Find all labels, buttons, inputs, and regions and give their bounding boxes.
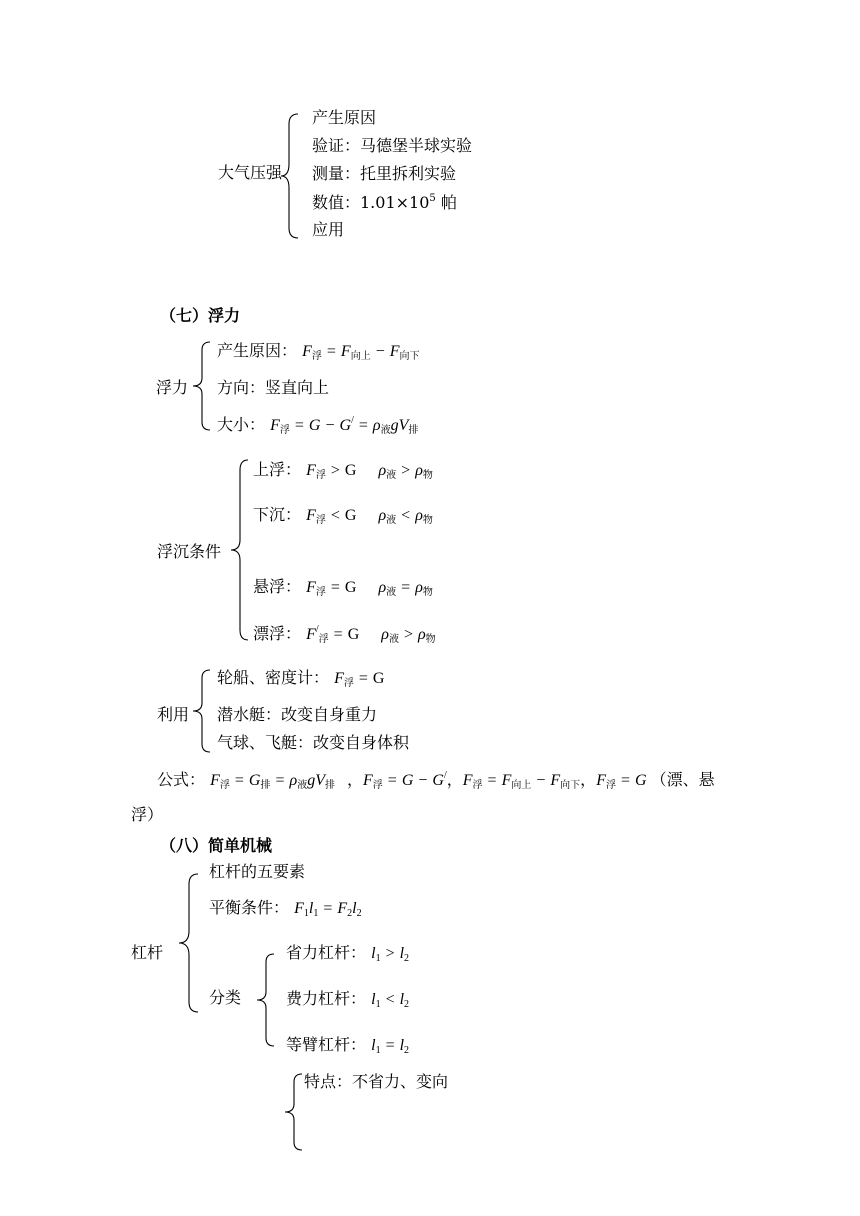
buoyancy-size: 大小： F浮 = G − G/ = ρ液gV排 [217, 415, 419, 436]
brace-lever [178, 872, 200, 1014]
lever-cost-force: 费力杠杆： l1 < l2 [286, 989, 410, 1010]
buoyancy-direction: 方向：竖直向上 [217, 378, 330, 397]
atmosphere-item-verify: 验证：马德堡半球实验 [312, 136, 473, 155]
lever-equal-arm: 等臂杠杆： l1 = l2 [286, 1035, 410, 1056]
formula-line: 公式： F浮 = G排 = ρ液gV排 ，F浮 = G − G/，F浮 = F向上 − F向下，F浮 = G （漂、悬 [157, 770, 715, 791]
pulley-feature: 特点：不省力、变向 [304, 1072, 449, 1091]
float-sink-sink: 下沉： F浮 < G ρ液 < ρ物 [253, 505, 433, 526]
lever-title: 杠杆 [131, 943, 164, 962]
lever-five-elements: 杠杆的五要素 [209, 862, 306, 881]
section-heading-machines: （八）简单机械 [160, 836, 273, 855]
lever-classify: 分类 [209, 988, 242, 1007]
float-sink-title: 浮沉条件 [157, 542, 222, 561]
brace-buoyancy [192, 340, 212, 432]
float-sink-suspend: 悬浮： F浮 = G ρ液 = ρ物 [253, 577, 433, 598]
atmosphere-item-value: 数值：$1.01\times 10^5$ 帕 [312, 193, 457, 212]
uses-submarine: 潜水艇：改变自身重力 [217, 705, 378, 724]
atmosphere-item-application: 应用 [312, 220, 345, 239]
lever-save-force: 省力杠杆： l1 > l2 [286, 943, 410, 964]
atmosphere-item-measure: 测量：托里拆利实验 [312, 164, 457, 183]
uses-balloon: 气球、飞艇：改变自身体积 [217, 733, 410, 752]
atmosphere-title: 大气压强 [218, 163, 283, 182]
brace-lever-classify [256, 952, 276, 1048]
uses-title: 利用 [157, 705, 190, 724]
brace-atmosphere [280, 112, 300, 240]
brace-uses [192, 668, 212, 754]
lever-balance: 平衡条件： F1l1 = F2l2 [209, 898, 362, 919]
float-sink-float: 漂浮： F/浮 = G ρ液 > ρ物 [253, 624, 436, 645]
float-sink-rise: 上浮： F浮 > G ρ液 > ρ物 [253, 460, 433, 481]
buoyancy-title: 浮力 [156, 378, 189, 397]
buoyancy-cause: 产生原因： F浮 = F向上 − F向下 [217, 341, 420, 362]
section-heading-buoyancy: （七）浮力 [160, 306, 241, 325]
brace-float-sink [230, 458, 250, 644]
uses-ship: 轮船、密度计： F浮 = G [217, 668, 385, 689]
brace-pulley [284, 1072, 304, 1152]
formula-note-wrap: 浮） [131, 805, 164, 824]
atmosphere-item-cause: 产生原因 [312, 108, 377, 127]
